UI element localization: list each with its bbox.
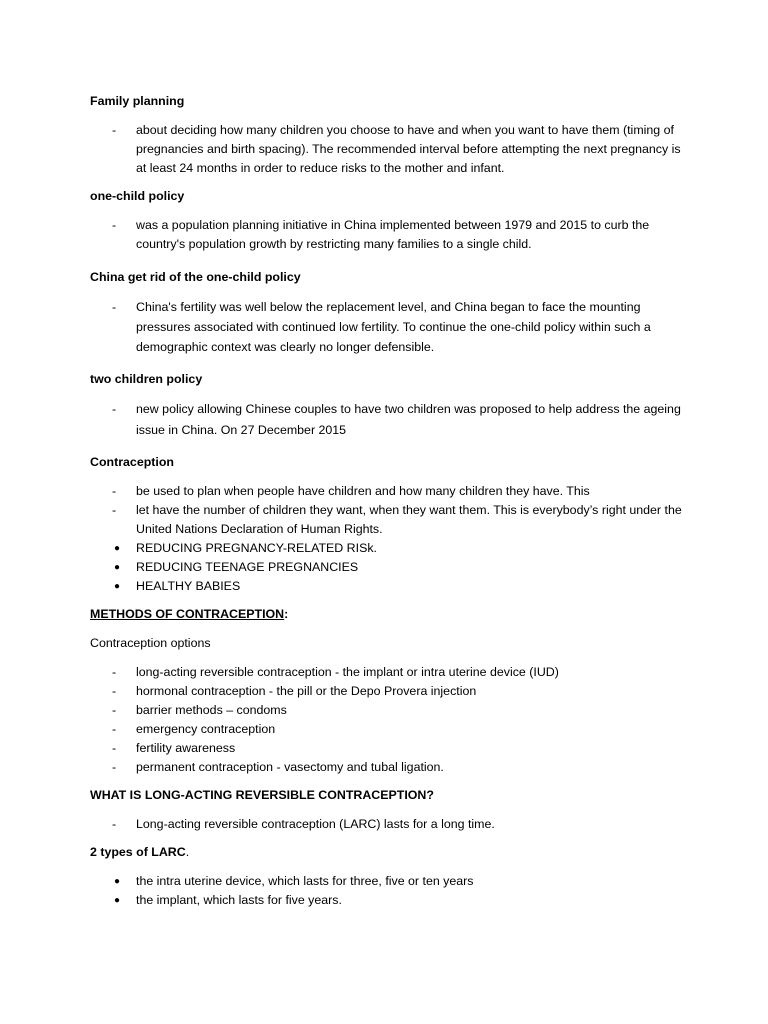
dash-marker: - [112,760,117,774]
dash-marker: - [112,484,117,498]
heading-what-is-larc: WHAT IS LONG-ACTING REVERSIBLE CONTRACEPTION? [90,788,434,802]
dash-marker: - [112,123,117,137]
list-item: - let have the number of children they want, when they want them. This is everybody’s right under the United Nations Declaration of Human Rights. [112,503,682,536]
list-item: ● REDUCING TEENAGE PREGNANCIES [90,558,690,577]
list-item: - Long-acting reversible contraception (LARC) lasts for a long time. [90,815,690,834]
list-item: - fertility awareness [90,739,690,758]
heading-one-child-policy: one-child policy [90,189,185,203]
family-planning-list [90,121,690,178]
heading-china-policy-end: China get rid of the one-child policy [90,270,301,284]
heading-contraception: Contraception [90,455,174,469]
list-item: ● HEALTHY BABIES [90,577,690,596]
list-item: - was a population planning initiative in China implemented between 1979 and 2015 to curb the country's population growth by restricting many families to a single child. [112,218,650,251]
dash-marker: - [112,503,117,517]
dash-marker: - [112,817,117,831]
list-item: ● the implant, which lasts for five years. [90,891,690,910]
dash-marker: - [112,402,117,416]
document-content [90,92,690,910]
what-is-larc-list [90,815,690,834]
heading-two-children-policy: two children policy [90,372,203,386]
dash-marker: - [112,722,117,736]
contraception-list [90,482,690,596]
dash-marker: - [112,665,117,679]
two-children-policy-list [90,399,690,441]
list-item: - long-acting reversible contraception - the implant or intra uterine device (IUD) [90,663,690,682]
list-item: - permanent contraception - vasectomy and tubal ligation. [90,758,690,777]
dash-marker: - [112,684,117,698]
bullet-marker: ● [114,895,121,906]
one-child-policy-list [90,216,690,254]
subheading-contraception-options: Contraception options [90,636,211,650]
list-item: ● REDUCING PREGNANCY-RELATED RISk. [90,539,690,558]
bullet-marker: ● [114,562,121,573]
bullet-marker: ● [114,581,121,592]
list-item: - hormonal contraception - the pill or the Depo Provera injection [90,682,690,701]
dash-marker: - [112,300,117,314]
heading-methods-of-contraception: METHODS OF CONTRACEPTION: [90,607,289,621]
list-item: - emergency contraception [90,720,690,739]
dash-marker: - [112,741,117,755]
list-item: - China's fertility was well below the replacement level, and China began to face the mounting pressures associated with continued low fertility. To continue the one-child policy within such a demographic context was clearly no longer defensible. [90,297,690,357]
bullet-marker: ● [114,876,121,887]
list-item: - barrier methods – condoms [90,701,690,720]
contraception-options-list [90,663,690,777]
list-item: - be used to plan when people have children and how many children they have. This [90,482,690,501]
types-of-larc-list [90,872,690,910]
dash-marker: - [112,703,117,717]
china-policy-end-list [90,297,690,357]
heading-family-planning: Family planning [90,94,185,108]
heading-types-of-larc: 2 types of LARC. [90,845,190,859]
list-item: - new policy allowing Chinese couples to have two children was proposed to help address the ageing issue in China. On 27 December 2015 [90,399,690,441]
dash-marker: - [112,218,117,232]
list-item: ● the intra uterine device, which lasts for three, five or ten years [90,872,690,891]
list-item: - about deciding how many children you choose to have and when you want to have them (timing of pregnancies and birth spacing). The recommended interval before attempting the next pregnancy is at least 24 months in order to reduce risks to the mother and infant. [112,123,681,175]
bullet-marker: ● [114,543,121,554]
